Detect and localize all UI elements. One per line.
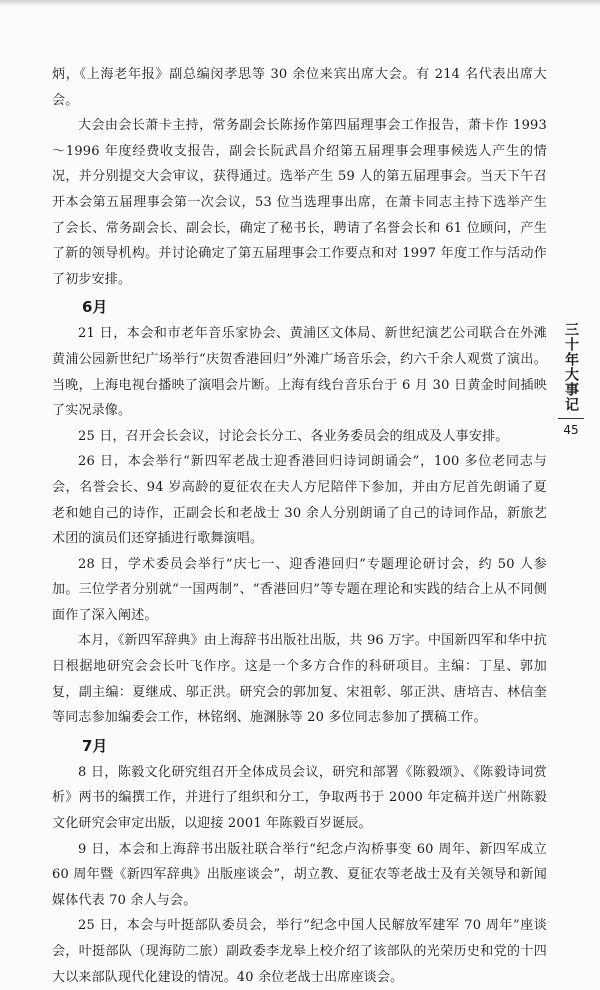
header-divider <box>558 418 584 419</box>
paragraph-continued: 炳，《上海老年报》副总编闵孝思等 30 余位来宾出席大会。有 214 名代表出席大会。 <box>52 67 547 108</box>
paragraph-june-26: 26 日，本会举行“新四军老战士迎香港回归诗词朗诵会”，100 多位老同志与会，名誉会长、94 岁高龄的夏征农在夫人方尼陪伴下参加，并由方尼首先朗诵了夏老和她自己的诗作，正副会长和老战士 30 余人分别朗诵了自己的诗词作品，新旅艺术团的演员们还穿插进行歌舞演唱。 <box>52 454 547 547</box>
paragraph-june-dictionary: 本月，《新四军辞典》由上海辞书出版社出版，共 96 万字。中国新四军和华中抗日根据地研究会会长叶飞作序。这是一个多方合作的科研项目。主编：丁星、郭加复，副主编：夏继成、邬正洪。研究会的郭加复、宋祖彰、邬正洪、唐培吉、林信奎等同志参加编委会工作，林铭纲、施渊脉等 20 多位同志参加了撰稿工作。 <box>52 633 547 726</box>
paragraph-july-9: 9 日，本会和上海辞书出版社联合举行“纪念卢沟桥事变 60 周年、新四军成立 60 周年暨《新四军辞典》出版座谈会”，胡立教、夏征农等老战士及有关领导和新闻媒体代表 70 余人与会。 <box>52 841 547 908</box>
running-header-title: 三十年大事记 <box>563 322 579 412</box>
section-heading-july: 7月 <box>82 736 108 755</box>
paragraph-june-21: 21 日，本会和市老年音乐家协会、黄浦区文体局、新世纪演艺公司联合在外滩黄浦公园新世纪广场举行“庆贺香港回归”外滩广场音乐会，约六千余人观赏了演出。当晚，上海电视台播映了演唱会片断。上海有线台音乐台于 6 月 30 日黄金时间插映了实况录像。 <box>52 326 547 419</box>
page-number: 45 <box>563 423 579 437</box>
section-heading-june: 6月 <box>82 298 108 317</box>
paragraph-july-8: 8 日，陈毅文化研究组召开全体成员会议，研究和部署《陈毅颂》、《陈毅诗词赏析》两书的编撰工作，并进行了组织和分工，争取两书于 2000 年定稿并送广州陈毅文化研究会审定出版，以迎接 2001 年陈毅百岁诞辰。 <box>52 764 547 832</box>
paragraph-july-25: 25 日，本会与叶挺部队委员会，举行“纪念中国人民解放军建军 70 周年”座谈会，叶挺部队（现海防二旅）副政委李龙皋上校介绍了该部队的光荣历史和党的十四大以来部队现代化建设的情况。40 余位老战士出席座谈会。 <box>52 918 547 985</box>
paragraph-june-25: 25 日，召开会长会议，讨论会长分工、各业务委员会的组成及人事安排。 <box>78 428 509 444</box>
page-body <box>52 62 547 990</box>
top-edge-shadow <box>0 0 600 6</box>
paragraph-congress: 大会由会长萧卡主持，常务副会长陈扬作第四届理事会工作报告，萧卡作 1993～1996 年度经费收支报告，副会长阮武昌介绍第五届理事会理事候选人产生的情况，并分别提交大会审议，获得通过。选举产生 59 人的第五届理事会。当天下午召开本会第五届理事会第一次会议，53 位当选理事出席，在萧卡同志主持下选举产生了会长、常务副会长、副会长，确定了秘书长，聘请了名誉会长和 61 位顾问，产生了新的领导机构。并讨论确定了第五届理事会工作要点和对 1997 年度工作与活动作了初步安排。 <box>52 118 547 287</box>
paragraph-june-28: 28 日，学术委员会举行“庆七一、迎香港回归”专题理论研讨会，约 50 人参加。三位学者分别就“一国两制”、“香港回归”等专题在理论和实践的结合上从不同侧面作了深入阐述。 <box>52 556 547 623</box>
running-header <box>557 322 585 437</box>
